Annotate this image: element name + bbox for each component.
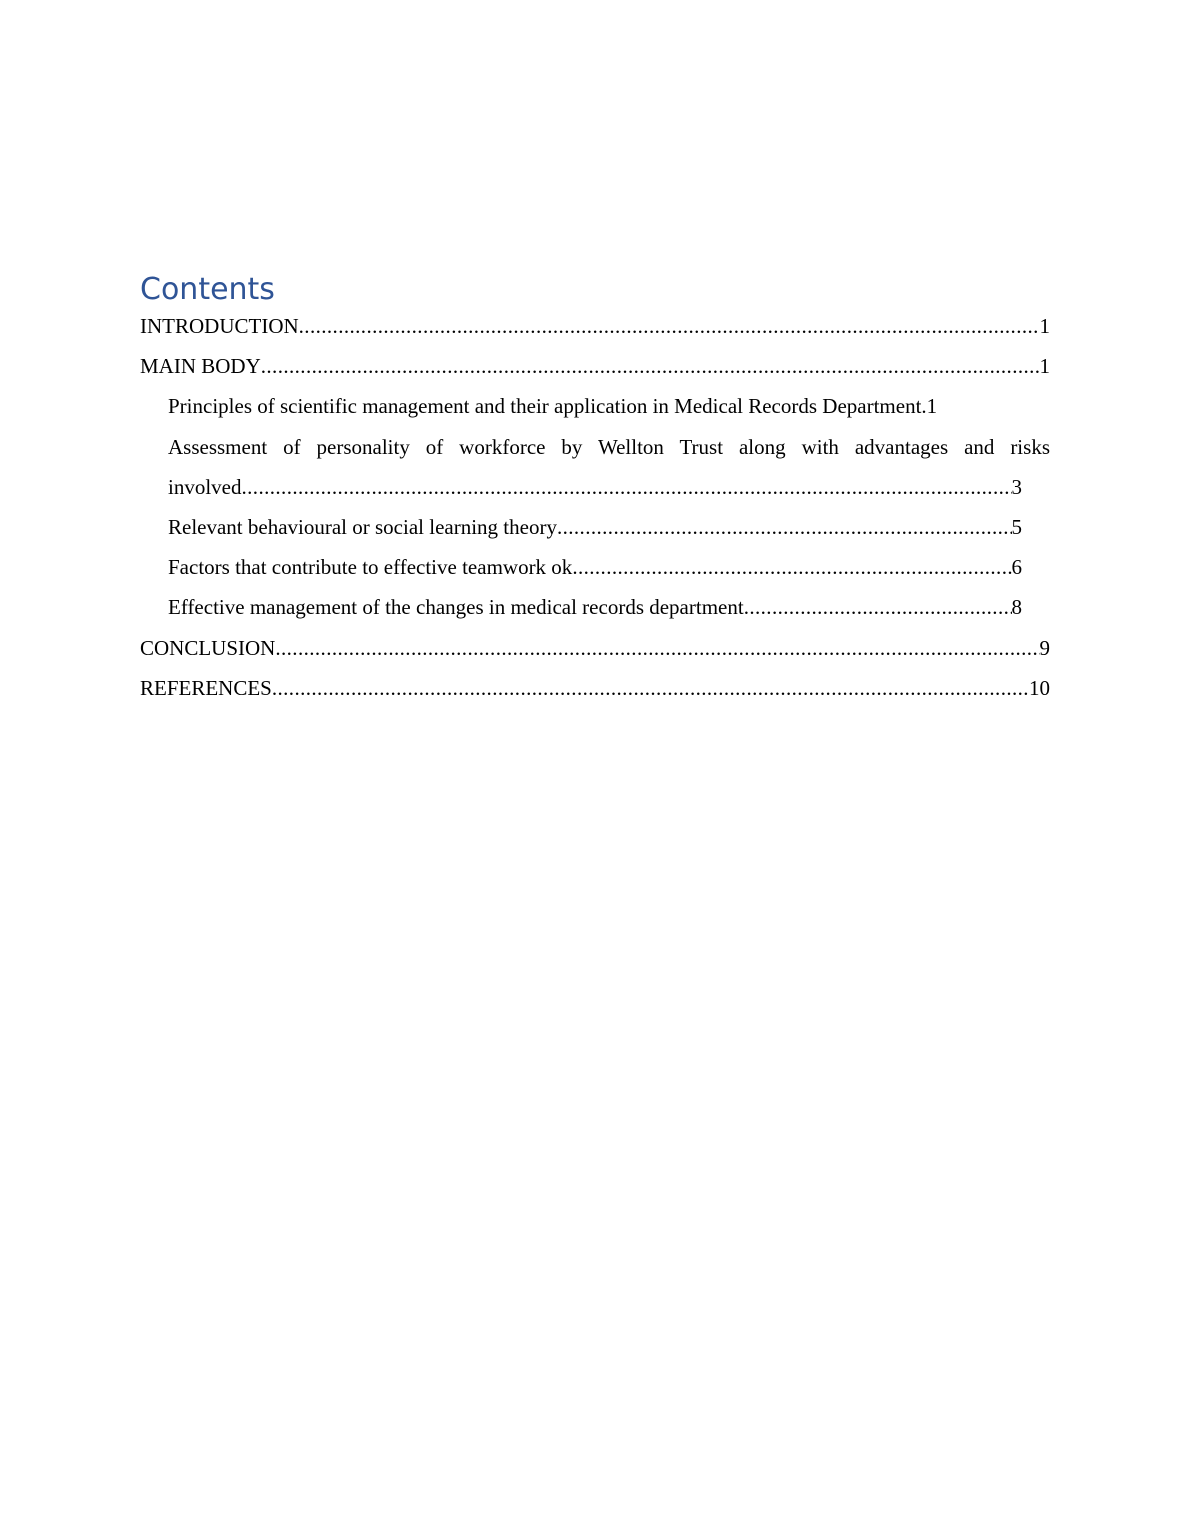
toc-entry-page: 9 (1039, 635, 1050, 660)
toc-entry-assessment-line1[interactable] (168, 427, 1050, 467)
toc-entry-teamwork[interactable] (168, 547, 1022, 587)
toc-entry-page: 3 (1011, 474, 1022, 499)
toc-entry-references[interactable] (140, 668, 1050, 708)
toc-entry-page: 1 (1039, 354, 1050, 379)
toc-entry-label: Assessment of personality of workforce by Wellton Trust along with advantages and risks (168, 434, 1050, 459)
toc-entry-main-body[interactable] (140, 346, 1050, 386)
toc-dot-leader (272, 668, 1029, 708)
toc-entry-introduction[interactable] (140, 306, 1050, 346)
toc-entry-label: MAIN BODY (140, 354, 261, 379)
toc-title: Contents (140, 272, 275, 307)
toc-dot-leader (299, 306, 1040, 346)
table-of-contents (140, 306, 1050, 708)
toc-entry-change-management[interactable] (168, 587, 1022, 627)
toc-entry-learning-theory[interactable] (168, 507, 1022, 547)
toc-entry-page: 6 (1011, 555, 1022, 580)
toc-entry-label: REFERENCES (140, 675, 272, 700)
toc-entry-principles[interactable] (168, 386, 1022, 426)
toc-entry-label: Effective management of the changes in medical records department (168, 595, 744, 620)
toc-entry-page: 10 (1029, 675, 1050, 700)
toc-dot-leader (261, 346, 1040, 386)
toc-entry-label: Factors that contribute to effective teamwork ok (168, 555, 573, 580)
toc-dot-leader (572, 547, 1011, 587)
toc-entry-label: involved (168, 474, 242, 499)
toc-entry-page: 5 (1011, 514, 1022, 539)
toc-entry-label: Principles of scientific management and their application in Medical Records Department. (168, 394, 927, 419)
toc-entry-assessment[interactable] (168, 467, 1022, 507)
toc-entry-label: INTRODUCTION (140, 314, 299, 338)
toc-dot-leader (242, 467, 1012, 507)
toc-entry-label: CONCLUSION (140, 635, 276, 660)
toc-entry-conclusion[interactable] (140, 628, 1050, 668)
toc-entry-page: 8 (1011, 595, 1022, 620)
toc-dot-leader (275, 628, 1039, 668)
toc-entry-label: Relevant behavioural or social learning theory (168, 514, 557, 539)
toc-dot-leader (557, 507, 1012, 547)
toc-entry-page: 1 (1039, 314, 1050, 338)
toc-entry-page: 1 (926, 394, 938, 419)
toc-dot-leader (744, 587, 1012, 627)
